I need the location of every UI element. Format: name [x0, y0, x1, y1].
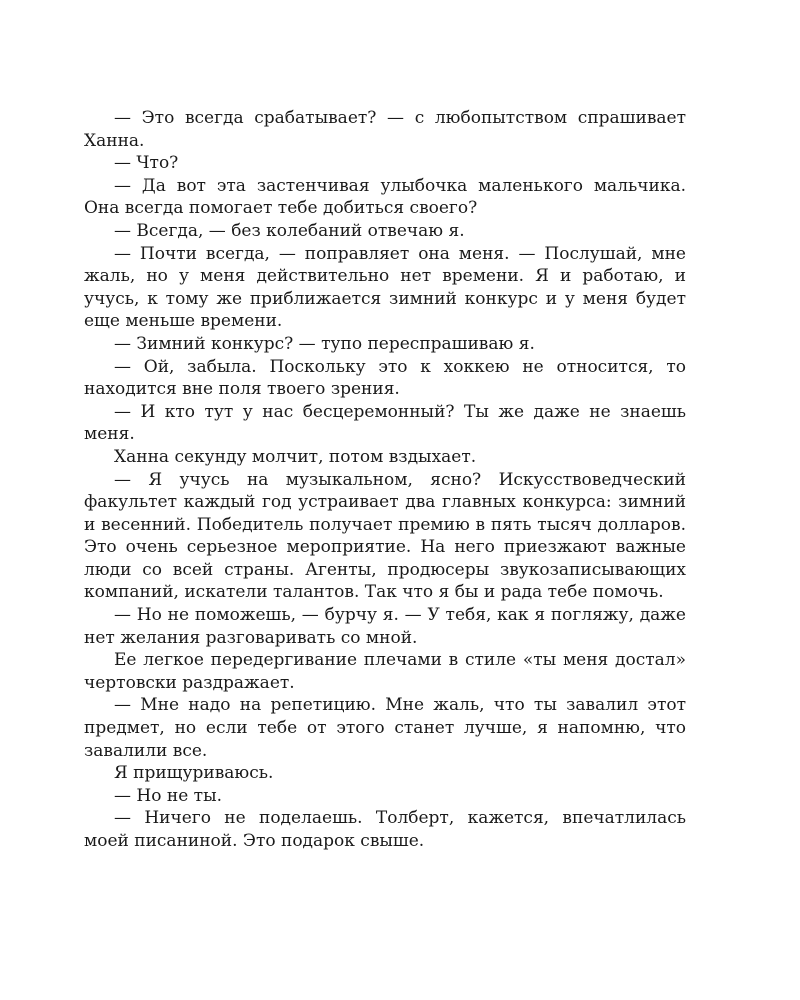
paragraph-12: Ее легкое передергивание плечами в стиле «ты меня достал» чертовски раздражает. — [84, 650, 686, 693]
paragraph-5: — Почти всегда, — поправляет она меня. — Послушай, мне жаль, но у меня действительно нет времени. Я и работаю, и учусь, к тому же приближается зимний конкурс и у меня будет еще меньше времени. — [84, 243, 686, 332]
paragraph-2: — Что? — [114, 153, 179, 174]
body-text — [84, 107, 686, 853]
paragraph-4: — Всегда, — без колебаний отвечаю я. — [114, 220, 465, 241]
paragraph-8: — И кто тут у нас бесцеремонный? Ты же даже не знаешь меня. — [84, 401, 686, 445]
paragraph-9: Ханна секунду молчит, потом вздыхает. — [114, 446, 477, 467]
paragraph-7: — Ой, забыла. Поскольку это к хоккею не относится, то находится вне поля твоего зрения. — [84, 356, 686, 400]
paragraph-13: — Мне надо на репетицию. Мне жаль, что ты завалил этот предмет, но если тебе от этого станет лучше, я напомню, что завалили все. — [84, 695, 686, 761]
paragraph-15: — Но не ты. — [114, 785, 223, 806]
paragraph-16: — Ничего не поделаешь. Толберт, кажется, впечатлилась моей писаниной. Это подарок свыше. — [84, 808, 686, 851]
paragraph-10: — Я учусь на музыкальном, ясно? Искусствоведческий факультет каждый год устраивает два главных конкурса: зимний и весенний. Победитель получает премию в пять тысяч долларов. Это очень серьезное мероприятие. На него приезжают важные люди со всей страны. Агенты, продюсеры звукозаписывающих компаний, искатели талантов. Так что я бы и рада тебе помочь. — [84, 469, 686, 603]
paragraph-11: — Но не поможешь, — бурчу я. — У тебя, как я погляжу, даже нет желания разговаривать со мной. — [84, 605, 686, 648]
paragraph-14: Я прищуриваюсь. — [114, 763, 274, 784]
paragraph-6: — Зимний конкурс? — тупо переспрашиваю я. — [114, 333, 535, 354]
paragraph-3: — Да вот эта застенчивая улыбочка маленького мальчика. Она всегда помогает тебе добиться своего? — [84, 175, 686, 219]
paragraph-1: — Это всегда срабатывает? — с любопытством спрашивает Ханна. — [84, 108, 686, 151]
